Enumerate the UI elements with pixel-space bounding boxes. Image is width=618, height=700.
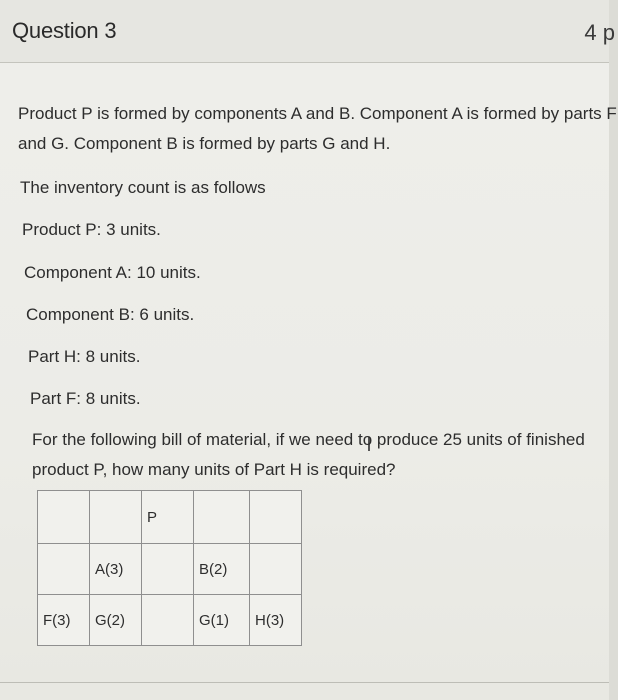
- bom-cell: [250, 491, 302, 544]
- bom-cell: [194, 491, 250, 544]
- bill-of-material-table: [37, 490, 302, 646]
- bom-cell-component-a: A(3): [90, 544, 142, 595]
- bom-cell: [142, 595, 194, 646]
- inventory-item-part-h: Part H: 8 units.: [28, 347, 141, 366]
- bom-cell: [38, 491, 90, 544]
- bom-cell-part-f: F(3): [38, 595, 90, 646]
- inventory-item-component-b: Component B: 6 units.: [26, 305, 195, 324]
- question-intro: Product P is formed by components A and B. Component A is formed by parts F and G. Component B is formed by parts G and H.: [18, 104, 617, 153]
- question-header: [0, 0, 615, 63]
- bom-level-2-row: [38, 595, 302, 646]
- bom-cell-product-p: P: [142, 491, 194, 544]
- question-prompt: For the following bill of material, if we need to produce 25 units of finished product P, how many units of Part H is required?: [32, 430, 585, 479]
- bom-cell-component-b: B(2): [194, 544, 250, 595]
- bom-cell-part-g-under-a: G(2): [90, 595, 142, 646]
- question-body: [0, 63, 617, 700]
- inventory-item-component-a: Component A: 10 units.: [24, 263, 201, 282]
- bom-cell: [38, 544, 90, 595]
- bom-cell-part-h: H(3): [250, 595, 302, 646]
- question-title: Question 3: [12, 18, 117, 43]
- bom-cell: [142, 544, 194, 595]
- bom-level-1-row: [38, 544, 302, 595]
- bottom-divider: [0, 682, 609, 683]
- inventory-item-part-f: Part F: 8 units.: [30, 389, 141, 408]
- inventory-item-product-p: Product P: 3 units.: [22, 220, 161, 239]
- bom-cell-part-g-under-b: G(1): [194, 595, 250, 646]
- bom-cell: [90, 491, 142, 544]
- bom-level-0-row: [38, 491, 302, 544]
- bom-cell: [250, 544, 302, 595]
- inventory-heading: The inventory count is as follows: [20, 178, 266, 197]
- question-points: 4 p: [584, 20, 615, 45]
